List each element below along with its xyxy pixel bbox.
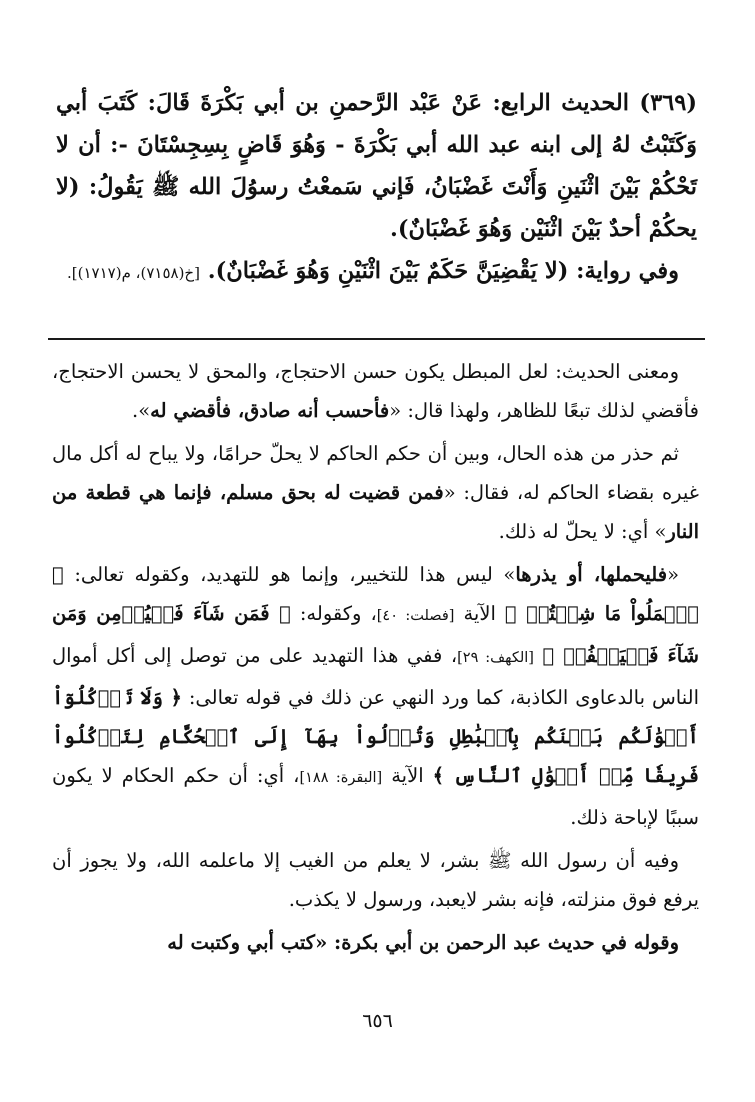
commentary-block [52, 352, 699, 966]
hadith-riwaya: وفي رواية: (لا يَقْضِيَنَّ حَكَمٌ بَيْنَ اثْنَيْنِ وَهُوَ غَضْبَانٌ). [207, 258, 679, 284]
commentary-text: « [667, 563, 680, 586]
verse-source: [الكهف: ٢٩] [457, 650, 534, 666]
quoted-phrase: فأحسب أنه صادق، فأقضي له [150, 399, 390, 422]
commentary-text: الآية [391, 764, 424, 787]
commentary-text: وفيه أن رسول الله ﷺ بشر، لا يعلم من الغيب إلا ماعلمه الله، ولا يجوز أن يرفع فوق منزلته، فإنه بشر لايعبد، ورسول لا يكذب. [52, 849, 699, 911]
commentary-paragraph-3 [52, 555, 699, 837]
commentary-text: الآية [463, 602, 496, 625]
quran-verse: ﴿ وَلَا تَأۡكُلُوٓاْ أَمۡوَٰلَكُم بَيۡنَكُم بِٱلۡبَٰطِلِ وَتُدۡلُواْ بِهَآ إِلَى ٱلۡحُكَّامِ لِتَأۡكُلُواْ فَرِيقٗا مِّنۡ أَمۡوَٰلِ ٱلنَّاسِ ﴾ [52, 686, 700, 787]
hadith-riwaya-paragraph [56, 250, 697, 294]
commentary-text: ثم حذر من هذه الحال، وبين أن حكم الحاكم لا يحلّ حرامًا، ولا يباح له أكل مال غيره بقضاء الحاكم له، فقال: « [52, 442, 700, 504]
commentary-text: ومعنى الحديث: لعل المبطل يكون حسن الاحتجاج، والمحق لا يحسن الاحتجاج، فأقضي لذلك تبعًا للظاهر، ولهذا قال: « [52, 360, 699, 422]
quran-verse: ﴿ ٱعۡمَلُواْ مَا شِئۡتُمۡ ﴾ [52, 563, 700, 625]
hadith-main-paragraph [56, 82, 697, 250]
quoted-phrase: فليحملها، أو يذرها [515, 563, 668, 586]
commentary-text: » أي: لا يحلّ له ذلك. [498, 520, 667, 543]
commentary-text: » ليس هذا للتخيير، وإنما هو للتهديد، وكقوله تعالى: [74, 563, 516, 586]
divider-line [48, 338, 705, 340]
verse-source: [فصلت: ٤٠] [376, 608, 455, 624]
commentary-text: وقوله في حديث عبد الرحمن بن أبي بكرة: « [315, 931, 679, 954]
hadith-heading: الحديث الرابع: [492, 90, 630, 116]
quran-verse: ﴿ فَمَن شَآءَ فَلۡيُؤۡمِن وَمَن شَآءَ فَلۡيَكۡفُرۡ ﴾ [52, 602, 699, 667]
commentary-text: ، وكقوله: [299, 602, 377, 625]
commentary-paragraph-4 [52, 841, 699, 919]
quoted-phrase: كتب أبي وكتبت له [167, 931, 316, 954]
page-number: ٦٥٦ [362, 1010, 393, 1032]
commentary-paragraph-1 [52, 352, 699, 430]
commentary-paragraph-5 [52, 923, 699, 962]
verse-source: [البقرة: ١٨٨] [299, 770, 383, 786]
quoted-phrase: فمن قضيت له بحق مسلم، فإنما هي قطعة من النار [52, 481, 699, 543]
commentary-text: ، ففي هذا التهديد على من توصل إلى أكل أموال الناس بالدعاوى الكاذبة، كما ورد النهي عن ذلك في قوله تعالى: [52, 644, 699, 709]
hadith-block [56, 82, 697, 294]
hadith-text: عَنْ عَبْد الرَّحمنِ بن أبي بَكْرَةَ قَالَ: كَتَبَ أبي وَكَتَبْتُ لهُ إلى ابنه عبد الله أبي بَكْرَةَ - وَهُوَ قَاضٍ بِسِجِسْتَانَ -: أن لا تَحْكُمْ بَيْنَ اثْنَينِ وَأَنْتَ غَضْبَانُ، فَإني سَمعْتُ رسوُلَ الله ﷺ يَقُولُ: (لا يحكُمْ أحدٌ بَيْنَ اثْنَيْن وَهُوَ غَضْبَانٌ). [56, 90, 697, 242]
commentary-text: ، أي: أن حكم الحكام لا يكون سببًا لإباحة ذلك. [52, 764, 699, 829]
hadith-reference: [خ(٧١٥٨)، م(١٧١٧)]. [67, 264, 200, 282]
hadith-number: (٣٦٩) [639, 90, 697, 116]
commentary-paragraph-2 [52, 434, 699, 551]
commentary-text: ». [132, 399, 151, 422]
